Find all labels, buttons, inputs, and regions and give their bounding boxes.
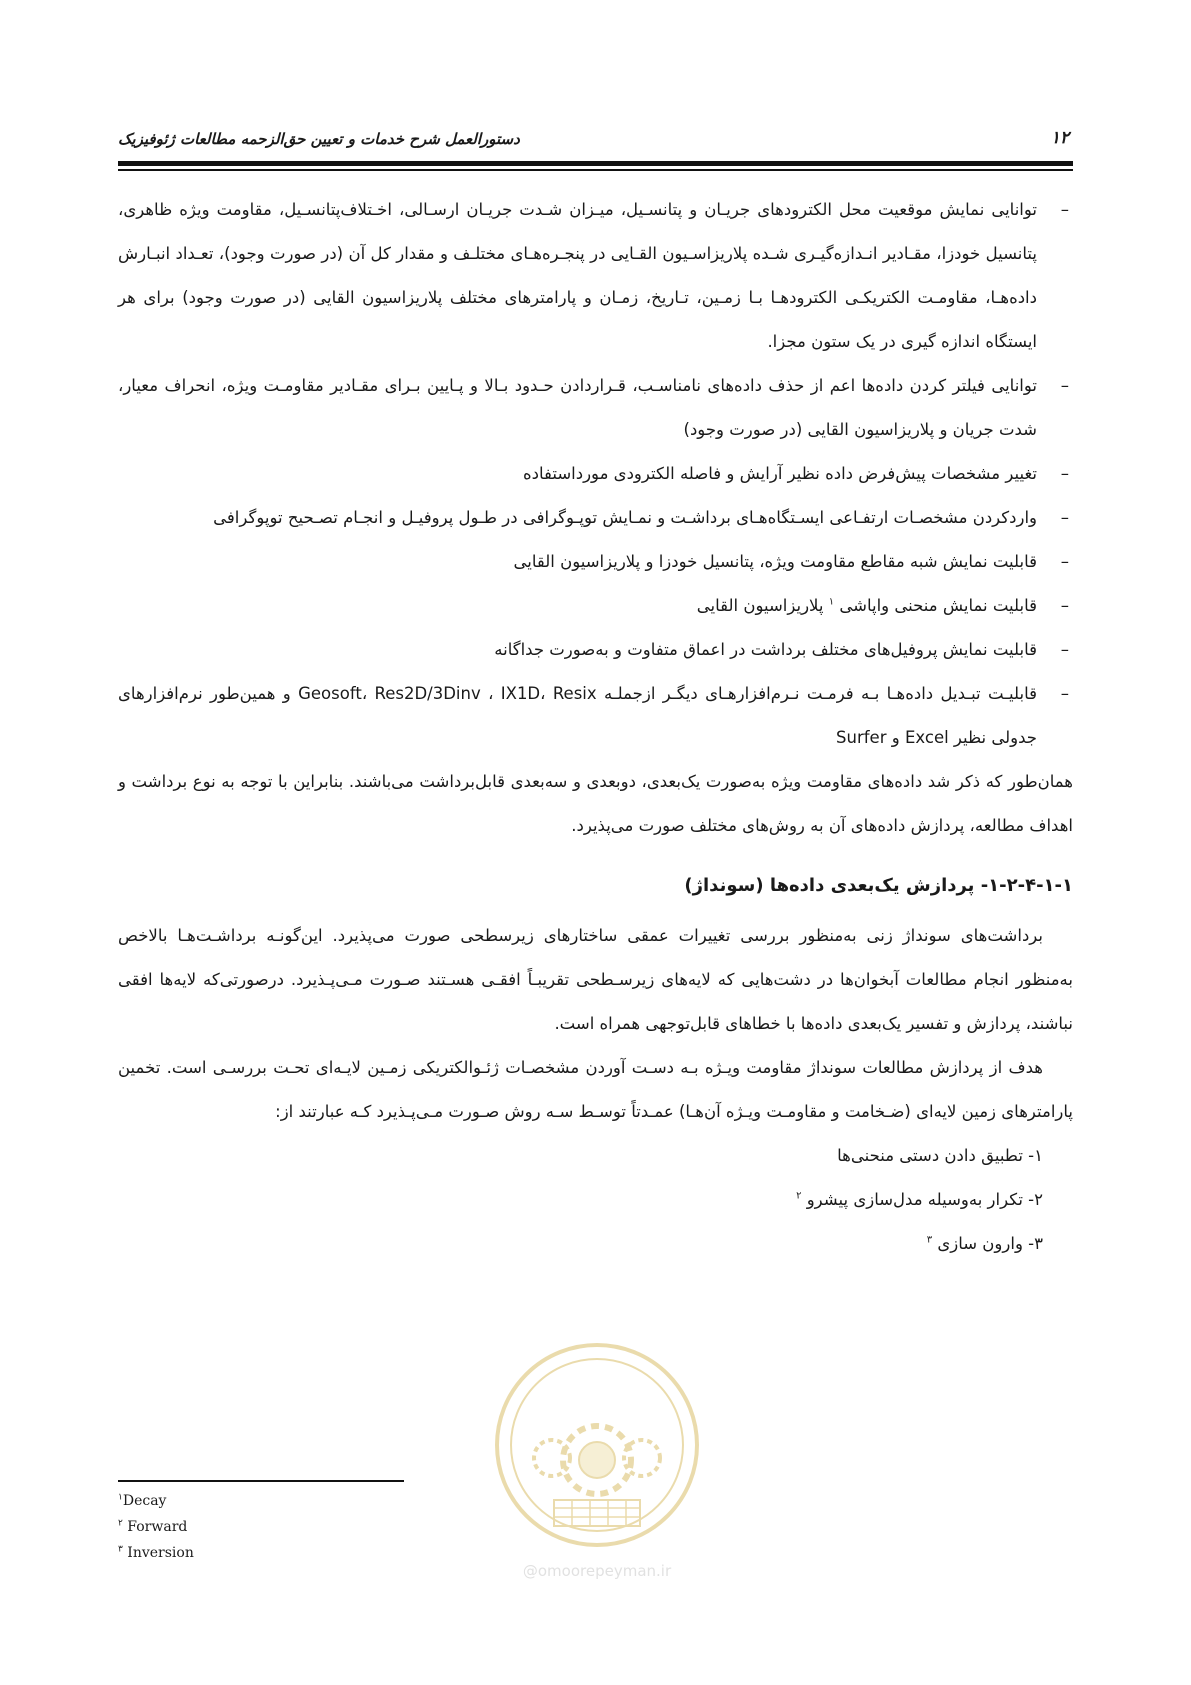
list-item: – تغییر مشخصات پیش‌فرض داده نظیر آرایش و فاصله الکترودی مورداستفاده <box>118 452 1073 496</box>
footnotes <box>118 1488 194 1566</box>
footnote-marker: ۳ <box>926 1234 933 1246</box>
list-item <box>118 1222 1043 1266</box>
list-item-text: قابلیت نمایش منحنی واپاشی <box>839 596 1037 615</box>
list-item-text: ۲- تکرار به‌وسیله مدل‌سازی پیشرو <box>806 1190 1043 1209</box>
methods-list <box>118 1134 1073 1266</box>
list-item: – قابلیت نمایش شبه مقاطع مقاومت ویژه، پتانسیل خودزا و پلاریزاسیون القایی <box>118 540 1073 584</box>
list-item: – توانایی نمایش موقعیت محل الکترودهای جریـان و پتانسـیل، میـزان شـدت جریـان ارسـالی، اخـتلاف‌پتانسـیل، مقاومت ویژه ظاهری، پتانسیل خودزا، مقـادیر انـدازه‌گیـری شـده پلاریزاسـیون القـایی در پنجـره‌هـای مختلـف و مقدار کل آن (در صورت وجود)، تعـداد انبـارش داده‌هـا، مقاومـت الکتریکـی الکترودهـا بـا زمـین، تـاریخ، زمـان و پارامترهای مختلف پلاریزاسیون القایی (در صورت وجود) برای هر ایستگاه اندازه گیری در یک ستون مجزا. <box>118 188 1073 364</box>
list-item: – قابلیت نمایش پروفیل‌های مختلف برداشت در اعماق متفاوت و به‌صورت جداگانه <box>118 628 1073 672</box>
footnote <box>118 1488 194 1514</box>
running-title: دستورالعمل شرح خدمات و تعیین حق‌الزحمه مطالعات ژئوفیزیک <box>118 130 520 148</box>
footnote-marker: ۲ <box>796 1190 802 1202</box>
footnote-text: Forward <box>127 1519 188 1535</box>
list-item-text: ۳- وارون سازی <box>937 1234 1043 1253</box>
list-item: ۱- تطبیق دادن دستی منحنی‌ها <box>837 1146 1043 1165</box>
page-number: ۱۲ <box>1050 128 1069 148</box>
footnote <box>118 1540 194 1566</box>
footnote-number: ۱ <box>118 1492 123 1503</box>
feature-list <box>118 188 1073 760</box>
list-item: – توانایی فیلتر کردن داده‌ها اعم از حذف داده‌های نامناسـب، قـراردادن حـدود بـالا و پـایین بـرای مقـادیر مقاومـت ویژه، انحراف معیار، شدت جریان و پلاریزاسیون القایی (در صورت وجود) <box>118 364 1073 452</box>
page-header <box>118 128 1073 158</box>
footnote-marker: ۱ <box>828 596 835 608</box>
seal-icon <box>492 1340 702 1555</box>
footnote <box>118 1514 194 1540</box>
footnote-text: Inversion <box>127 1545 194 1561</box>
header-rule-thin <box>118 169 1073 171</box>
paragraph: برداشت‌های سونداژ زنی به‌منظور بررسی تغییرات عمقی ساختارهای زیرسطحی صورت می‌پذیرد. این‌گونـه برداشـت‌هـا بالاخص به‌منظور انجام مطالعات آبخوان‌ها در دشت‌هایی که لایه‌های زیرسـطحی تقریبـاً افقـی هسـتند صـورت مـی‌پـذیرد. درصورتی‌که لایه‌ها افقی نباشند، پردازش و تفسیر یک‌بعدی داده‌ها با خطاهای قابل‌توجهی همراه است. <box>118 926 1073 1033</box>
paragraph: هدف از پردازش مطالعات سونداژ مقاومت ویـژه بـه دسـت آوردن مشخصـات ژئـوالکتریکی زمـین لایـه‌ای تحـت بررسـی است. تخمین پارامترهای زمین لایه‌ای (ضـخامت و مقاومـت ویـژه آن‌هـا) عمـدتاً توسـط سـه روش صـورت مـی‌پـذیرد کـه عبارتند از: <box>118 1058 1073 1121</box>
paragraph: همان‌طور که ذکر شد داده‌های مقاومت ویژه به‌صورت یک‌بعدی، دوبعدی و سه‌بعدی قابل‌برداشت می‌باشند. بنابراین با توجه به نوع برداشت و اهداف مطالعه، پردازش داده‌های آن به روش‌های مختلف صورت می‌پذیرد. <box>118 772 1073 835</box>
header-rule-thick <box>118 161 1073 166</box>
list-item: – قابلیـت تبـدیل داده‌هـا بـه فرمـت نـرم‌افزارهـای دیگـر ازجملـه Geosoft، Res2D/3Dinv ، IX1D، Resix و همین‌طور نرم‌افزارهای جدولی نظیر Excel و Surfer <box>118 672 1073 760</box>
list-item: – واردکردن مشخصـات ارتفـاعی ایسـتگاه‌هـای برداشـت و نمـایش توپـوگرافی در طـول پروفیـل و انجـام تصـحیح توپوگرافی <box>118 496 1073 540</box>
main-content <box>118 188 1073 1266</box>
footnote-number: ۲ <box>118 1518 123 1529</box>
watermark-logo <box>492 1340 702 1590</box>
watermark-site: @omoorepeyman.ir <box>522 1562 672 1580</box>
footnote-number: ۳ <box>118 1544 123 1555</box>
section-heading: ۱-۲-۴-۱-۱- پردازش یک‌بعدی داده‌ها (سونداژ) <box>684 875 1073 896</box>
list-item-text-suffix: پلاریزاسیون القایی <box>696 596 824 615</box>
list-item <box>118 1178 1043 1222</box>
list-item <box>118 584 1073 628</box>
footnote-text: Decay <box>122 1493 167 1509</box>
footnote-rule <box>118 1480 404 1482</box>
